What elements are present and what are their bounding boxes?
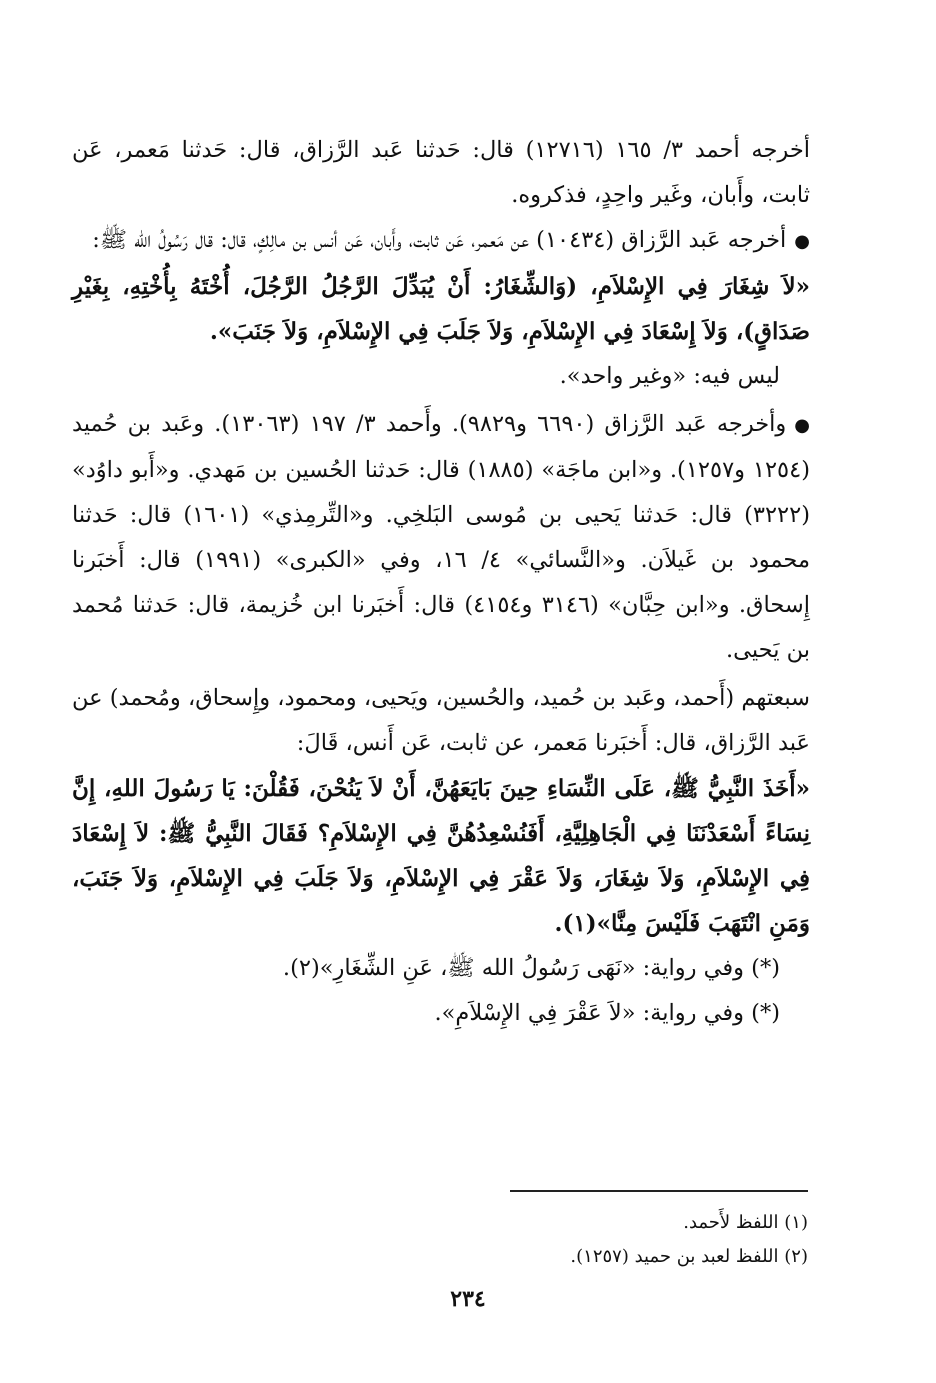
page-body <box>72 128 810 1036</box>
narration-variant-1: (*) وفي رواية: «نَهَى رَسُولُ الله ﷺ، عَنِ الشِّغَارِ»(٢). <box>282 955 780 981</box>
paragraph-sources <box>72 402 810 673</box>
paragraph-note: ليس فيه: «وغير واحد». <box>559 363 780 389</box>
footnote-1: (١) اللفظ لأَحمد. <box>683 1212 808 1233</box>
hadith-text-shighar: «لاَ شِغَارَ فِي الإِسْلاَمِ، (وَالشِّغَارُ: أَنْ يُبَدِّلَ الرَّجُلُ الرَّجُلَ، أُخْتَهُ بِأُخْتِهِ، بِغَيْرِ صَدَاقٍ)، وَلاَ إِسْعَادَ فِي الإِسْلاَمِ، وَلاَ جَلَبَ فِي الإِسْلاَمِ، وَلاَ جَنَبَ». <box>72 273 810 345</box>
footnotes <box>300 1206 808 1274</box>
narration-variant-2: (*) وفي رواية: «لاَ عَقْرَ فِي الإِسْلاَمِ». <box>434 1000 780 1026</box>
bullet-icon: ● <box>794 231 810 252</box>
footnote-separator <box>510 1190 808 1192</box>
bullet-icon: ● <box>794 415 810 436</box>
paragraph-abdurrazzaq-reference <box>72 218 810 264</box>
paragraph-ahmad-reference: أخرجه أحمد ٣/ ١٦٥ (١٢٧١٦) قال: حَدثنا عَبد الرَّزاق، قال: حَدثنا مَعمر، عَن ثابت، وأَبان، وغَير واحِدٍ، فذكروه. <box>72 137 810 208</box>
page-number: ٢٣٤ <box>450 1286 486 1312</box>
footnote-2: (٢) اللفظ لعبد بن حميد (١٢٥٧). <box>570 1246 808 1267</box>
paragraph-text: أخرجه عَبد الرَّزاق (١٠٤٣٤) عن مَعمر، عَن ثابت، وأَبان، عَن أنس بن مالِكٍ، قال: قال رَسُولُ الله ﷺ: <box>92 227 787 253</box>
hadith-text-main: «أَخَذَ النَّبِيُّ ﷺ، عَلَى النِّسَاءِ حِينَ بَايَعَهُنَّ، أَنْ لاَ يَنُحْنَ، فَقُلْنَ: يَا رَسُولَ اللهِ، إِنَّ نِسَاءً أَسْعَدْنَنَا فِي الْجَاهِلِيَّةِ، أَفَنُسْعِدُهُنَّ فِي الإِسْلاَمِ؟ فَقَالَ النَّبِيُّ ﷺ: لاَ إِسْعَادَ فِي الإِسْلاَمِ، وَلاَ شِغَارَ، وَلاَ عَقْرَ فِي الإِسْلاَمِ، وَلاَ جَلَبَ فِي الإِسْلاَمِ، وَلاَ جَنَبَ، وَمَنِ انْتَهَبَ فَلَيْسَ مِنَّا»(١). <box>72 775 810 937</box>
paragraph-chain: سبعتهم (أَحمد، وعَبد بن حُميد، والحُسين، ويَحيى، ومحمود، وإِسحاق، ومُحمد) عن عَبد الرَّزاق، قال: أَخبَرنا مَعمر، عن ثابت، عَن أَنس، قَالَ: <box>72 685 810 756</box>
paragraph-text: وأخرجه عَبد الرَّزاق (٦٦٩٠ و٩٨٢٩). وأَحمد ٣/ ١٩٧ (١٣٠٦٣). وعَبد بن حُميد (١٢٥٤ و١٢٥٧). و«ابن ماجَة» (١٨٨٥) قال: حَدثنا الحُسين بن مَهدي. و«أَبو داوُد» (٣٢٢٢) قال: حَدثنا يَحيى بن مُوسى البَلخِي. و«التِّرمِذي» (١٦٠١) قال: حَدثنا محمود بن غَيلاَن. و«النَّسائي» ٤/ ١٦، وفي «الكبرى» (١٩٩١) قال: أَخبَرنا إِسحاق. و«ابن حِبَّان» (٣١٤٦ و٤١٥٤) قال: أَخبَرنا ابن خُزيمة، قال: حَدثنا مُحمد بن يَحيى. <box>72 411 810 663</box>
